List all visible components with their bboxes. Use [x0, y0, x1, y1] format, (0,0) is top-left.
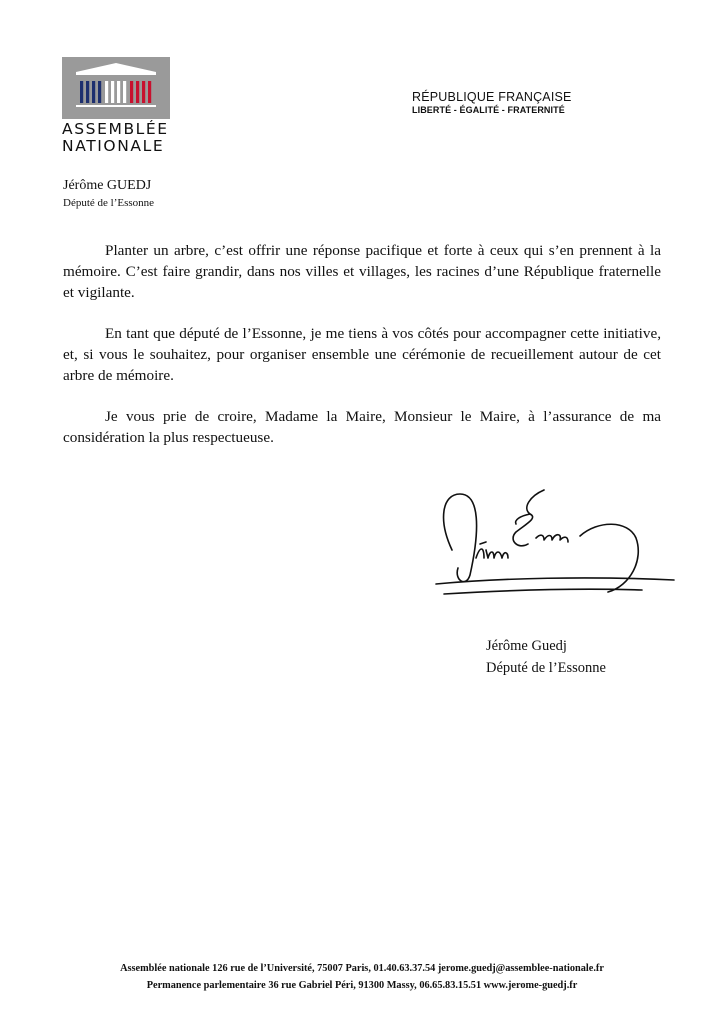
sender-title: Député de l’Essonne	[63, 197, 155, 209]
assemblee-nationale-logo	[62, 57, 170, 155]
hemicycle-icon	[62, 57, 170, 119]
logo-line-2: NATIONALE	[62, 137, 165, 155]
letter-body	[63, 240, 661, 468]
sender-name: Jérôme GUEDJ	[63, 178, 152, 193]
republique-motto: LIBERTÉ - ÉGALITÉ - FRATERNITÉ	[412, 105, 565, 115]
logo-line-1: ASSEMBLÉE	[62, 120, 169, 138]
signoff-title: Député de l’Essonne	[486, 660, 606, 676]
sender-block	[63, 178, 154, 209]
republique-header	[412, 90, 572, 115]
logo-wordmark	[62, 121, 170, 155]
paragraph: Je vous prie de croire, Madame la Maire, Monsieur le Maire, à l’assurance de ma considération la plus respectueuse.	[63, 408, 661, 446]
footer-line-2: Permanence parlementaire 36 rue Gabriel Péri, 91300 Massy, 06.65.83.15.51 www.jerome-guedj.fr	[146, 980, 578, 991]
signoff-name: Jérôme Guedj	[486, 638, 567, 654]
footer	[0, 960, 724, 994]
paragraph: Planter un arbre, c’est offrir une réponse pacifique et forte à ceux qui s’en prennent à la mémoire. C’est faire grandir, dans nos villes et villages, les racines d’une République fraternelle et vigilante.	[63, 242, 661, 301]
signature-icon	[430, 480, 680, 610]
hemicycle-emblem	[62, 57, 170, 119]
handwritten-signature	[430, 480, 680, 610]
republique-title: RÉPUBLIQUE FRANÇAISE	[412, 90, 572, 104]
signoff-block	[486, 635, 606, 679]
paragraph: En tant que député de l’Essonne, je me tiens à vos côtés pour accompagner cette initiative, et, si vous le souhaitez, pour organiser ensemble une cérémonie de recueillement autour de cet arbre de mémoire.	[63, 325, 661, 384]
footer-line-1: Assemblée nationale 126 rue de l’Université, 75007 Paris, 01.40.63.37.54 jerome.guedj@assemblee-nationale.fr	[120, 963, 604, 974]
